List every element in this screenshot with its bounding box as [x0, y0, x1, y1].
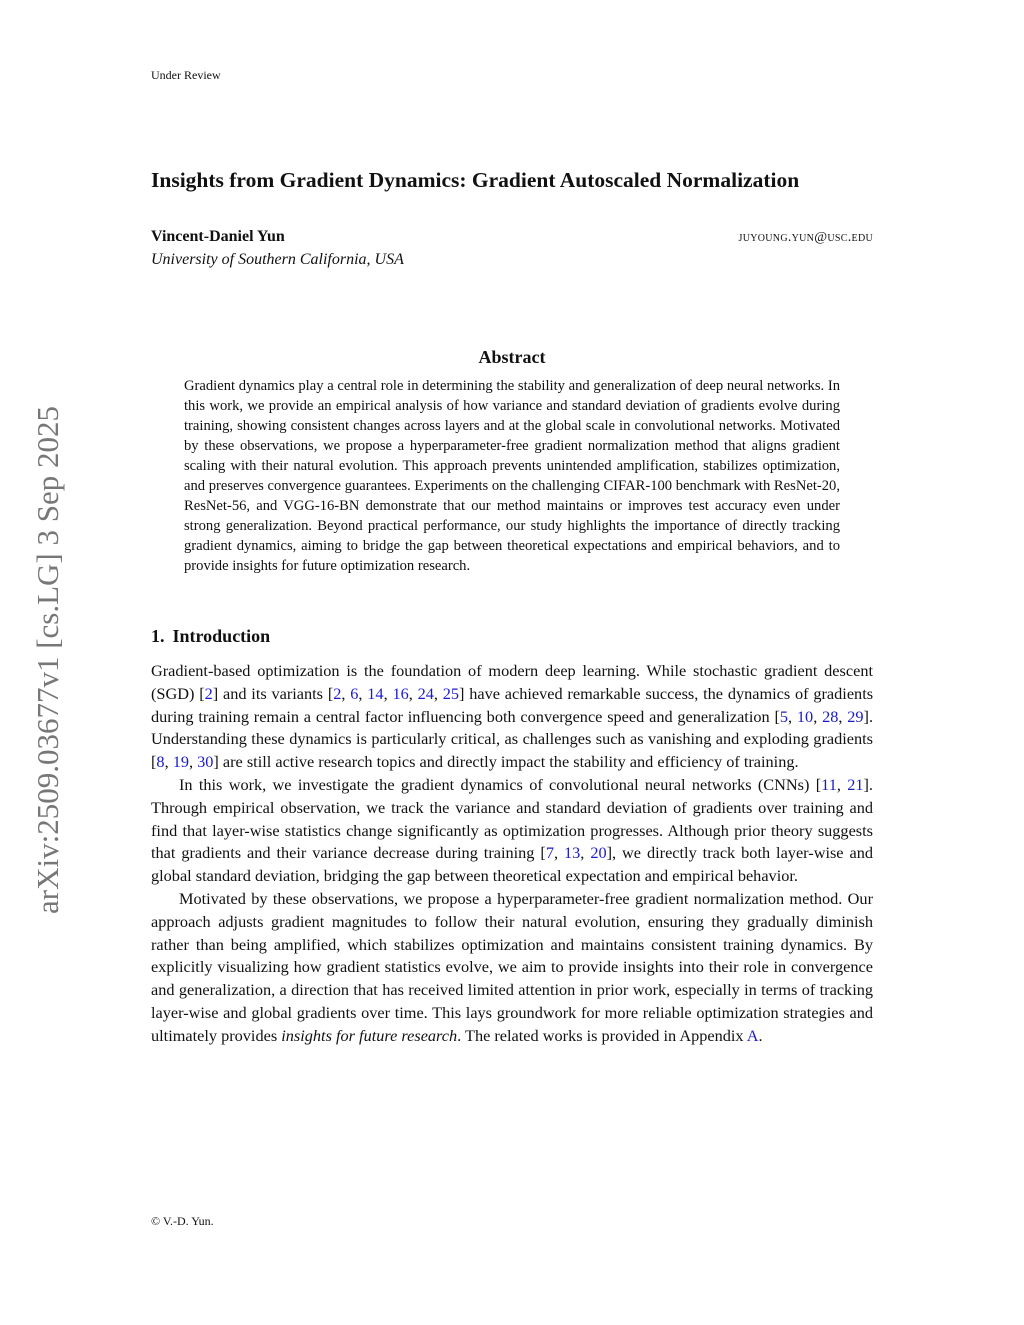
citation-link[interactable]: 19	[172, 752, 189, 772]
author-affiliation: University of Southern California, USA	[151, 251, 404, 268]
intro-paragraph-2	[151, 774, 873, 888]
citation-link[interactable]: 14	[367, 683, 384, 703]
text-run: ]. Understanding these dynamics is particularly critical, as challenges such as vanishing and exploding gradients [	[151, 706, 874, 772]
citation-link[interactable]: 24	[417, 683, 434, 703]
citation-link[interactable]: 21	[847, 774, 864, 794]
section-number: 1.	[151, 626, 165, 646]
separator: ,	[358, 683, 368, 703]
text-run: In this work, we investigate the gradient dynamics of convolutional neural networks (CNNs) [	[179, 774, 822, 794]
text-run: ] are still active research topics and directly impact the stability and efficiency of training.	[213, 752, 799, 772]
arxiv-side-label: arXiv:2509.03677v1 [cs.LG] 3 Sep 2025	[30, 406, 65, 914]
citation-link[interactable]: 20	[590, 843, 607, 863]
text-run: .	[758, 1025, 763, 1045]
introduction-body	[151, 660, 873, 1048]
separator: ,	[188, 752, 198, 772]
text-run: ] and its variants [	[212, 683, 334, 703]
intro-paragraph-3	[151, 888, 873, 1048]
citation-link[interactable]: 13	[564, 843, 581, 863]
citation-link[interactable]: 10	[796, 706, 814, 726]
separator: ,	[553, 843, 564, 863]
text-run: ], we directly track both layer-wise and global standard deviation, bridging the gap between theoretical expectation and empirical behavior.	[151, 843, 874, 886]
section-heading-introduction	[151, 626, 270, 647]
citation-link[interactable]: 16	[392, 683, 409, 703]
paper-title: Insights from Gradient Dynamics: Gradient Autoscaled Normalization	[151, 168, 800, 192]
citation-link[interactable]: 2	[204, 683, 213, 703]
citation-link[interactable]: 29	[847, 706, 864, 726]
intro-paragraph-1	[151, 660, 873, 774]
citation-link[interactable]: 11	[821, 774, 837, 794]
separator: ,	[836, 774, 848, 794]
citation-link[interactable]: 6	[350, 683, 359, 703]
separator: ,	[433, 683, 443, 703]
citation-link[interactable]: 30	[197, 752, 214, 772]
text-run: . The related works is provided in Appendix	[457, 1025, 747, 1045]
emphasis-text: insights for future research	[281, 1025, 458, 1045]
separator: ,	[580, 843, 591, 863]
citation-link[interactable]: 7	[545, 843, 554, 863]
text-run: Motivated by these observations, we propose a hyperparameter-free gradient normalization method. Our approach adjusts gradient magnitudes to follow their natural evolution, ensuring they gradually diminish rather than being amplified, which stabilizes optimization and maintains consistent training dynamics. By explicitly visualizing how gradient statistics evolve, we aim to provide insights into their role in convergence and generalization, a direction that has received limited attention in prior work, especially in terms of tracking layer-wise and global gradients over time. This lays groundwork for more reliable optimization strategies and ultimately provides	[151, 888, 873, 1045]
citation-link[interactable]: 8	[156, 752, 165, 772]
text-run: ] have achieved remarkable success, the dynamics of gradients during training remain a central factor influencing both convergence speed and generalization [	[151, 683, 874, 726]
author-email[interactable]: juyoung.yun@usc.edu	[738, 230, 873, 245]
text-run: ]. Through empirical observation, we track the variance and standard deviation of gradients over training and find that layer-wise statistics change significantly as optimization progresses. Although prior theory suggests that gradients and their variance decrease during training [	[151, 774, 873, 863]
citation-link[interactable]: 5	[779, 706, 789, 726]
separator: ,	[383, 683, 393, 703]
citation-link[interactable]: 25	[442, 683, 460, 703]
separator: ,	[838, 706, 848, 726]
separator: ,	[341, 683, 351, 703]
running-head: Under Review	[151, 68, 221, 82]
separator: ,	[813, 706, 823, 726]
abstract-heading: Abstract	[478, 347, 546, 367]
separator: ,	[788, 706, 797, 726]
separator: ,	[164, 752, 173, 772]
copyright-footer: © V.-D. Yun.	[151, 1214, 214, 1228]
section-title: Introduction	[172, 626, 271, 646]
citation-link[interactable]: 28	[822, 706, 839, 726]
separator: ,	[408, 683, 418, 703]
citation-link[interactable]: 2	[333, 683, 342, 703]
appendix-link[interactable]: A	[746, 1025, 759, 1045]
abstract-text: Gradient dynamics play a central role in determining the stability and generalization of deep neural networks. In this work, we provide an empirical analysis of how variance and standard deviation of gradients evolve during training, showing consistent changes across layers and at the global scale in convolutional networks. Motivated by these observations, we propose a hyperparameter-free gradient normalization method that aligns gradient scaling with their natural evolution. This approach prevents unintended amplification, stabilizes optimization, and preserves convergence guarantees. Experiments on the challenging CIFAR-100 benchmark with ResNet-20, ResNet-56, and VGG-16-BN demonstrate that our method maintains or improves test accuracy even under strong generalization. Beyond practical performance, our study highlights the importance of directly tracking gradient dynamics, aiming to bridge the gap between theoretical expectations and empirical behaviors, and to provide insights for future optimization research.	[184, 378, 840, 574]
text-run: Gradient-based optimization is the foundation of modern deep learning. While stochastic gradient descent (SGD) [	[151, 661, 873, 703]
author-name: Vincent-Daniel Yun	[151, 228, 285, 245]
